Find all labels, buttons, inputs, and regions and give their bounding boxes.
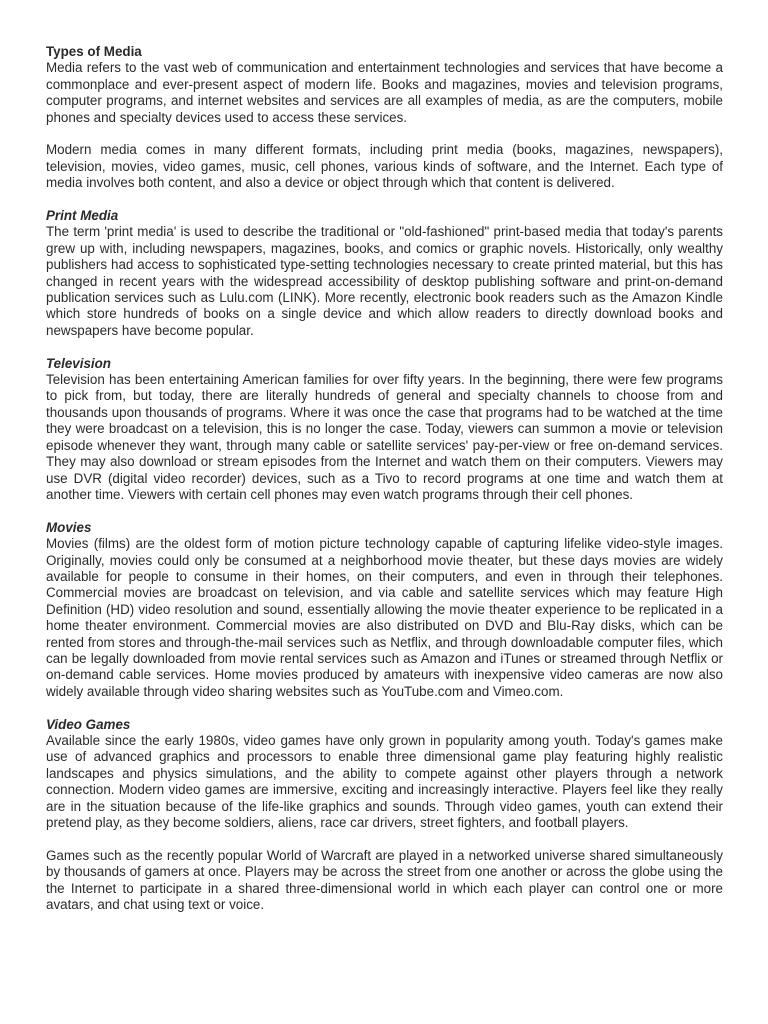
paragraph: The term 'print media' is used to describe the traditional or "old-fashioned" print-based media that today's parents grew up with, including newspapers, magazines, books, and comics or graphic novels. Historically, only wealthy publishers had access to sophisticated type-setting technologies necessary to create printed material, but this has changed in recent years with the widespread accessibility of desktop publishing software and print-on-demand publication services such as Lulu.com (LINK). More recently, electronic book readers such as the Amazon Kindle which store hundreds of books on a single device and which allow readers to directly download books and newspapers have become popular. — [46, 224, 723, 338]
paragraph: Available since the early 1980s, video games have only grown in popularity among youth. Today's games make use of advanced graphics and processors to enable three dimensional game play featuring highly realistic landscapes and physics simulations, and the ability to compete against other players through a network connection. Modern video games are immersive, exciting and increasingly interactive. Players feel like they really are in the situation because of the life-like graphics and sounds. Through video games, youth can extend their pretend play, as they become soldiers, aliens, race car drivers, street fighters, and football players. — [46, 732, 723, 831]
section-types-of-media — [46, 44, 723, 192]
paragraph: Television has been entertaining American families for over fifty years. In the beginning, there were few programs to pick from, but today, there are literally hundreds of general and specialty channels to choose from and thousands upon thousands of programs. Where it was once the case that programs had to be watched at the time they were broadcast on a television, this is no longer the case. Today, viewers can summon a movie or television episode whenever they want, through many cable or satellite services' pay-per-view or free on-demand services. They may also download or stream episodes from the Internet and watch them on their computers. Viewers may use DVR (digital video recorder) devices, such as a Tivo to record programs at one time and watch them at another time. Viewers with certain cell phones may even watch programs through their cell phones. — [46, 372, 723, 502]
section-heading-movies: Movies — [46, 519, 92, 535]
section-heading-television: Television — [46, 355, 111, 371]
section-heading-video-games: Video Games — [46, 716, 131, 732]
paragraph: Modern media comes in many different formats, including print media (books, magazines, newspapers), television, movies, video games, music, cell phones, various kinds of software, and the Internet. Each type of media involves both content, and also a device or object through which that content is delivered. — [46, 142, 723, 191]
section-television — [46, 356, 723, 504]
section-print-media — [46, 208, 723, 339]
section-heading-types-of-media: Types of Media — [46, 44, 142, 59]
paragraph: Games such as the recently popular World of Warcraft are played in a networked universe shared simultaneously by thousands of gamers at once. Players may be across the street from one another or across the globe using the the Internet to participate in a shared three-dimensional world in which each player can control one or more avatars, and chat using text or voice. — [46, 847, 723, 913]
section-video-games — [46, 717, 723, 914]
document-page — [46, 44, 723, 913]
section-movies — [46, 520, 723, 700]
paragraph: Movies (films) are the oldest form of motion picture technology capable of capturing lifelike video-style images. Originally, movies could only be consumed at a neighborhood movie theater, but these days movies are widely available for people to consume in their homes, on their computers, and even in through their telephones. Commercial movies are broadcast on television, and via cable and satellite services which may feature High Definition (HD) video resolution and sound, essentially allowing the movie theater experience to be replicated in a home theater environment. Commercial movies are also distributed on DVD and Blu-Ray disks, which can be rented from stores and through-the-mail services such as Netflix, and through downloadable computer files, which can be legally downloaded from movie rental services such as Amazon and iTunes or streamed through Netflix or on-demand cable services. Home movies produced by amateurs with inexpensive video cameras are now also widely available through video sharing websites such as YouTube.com and Vimeo.com. — [46, 536, 723, 699]
paragraph: Media refers to the vast web of communication and entertainment technologies and services that have become a commonplace and ever-present aspect of modern life. Books and magazines, movies and television programs, computer programs, and internet websites and services are all examples of media, as are the computers, mobile phones and specialty devices used to access these services. — [46, 60, 723, 125]
section-heading-print-media: Print Media — [46, 208, 119, 224]
